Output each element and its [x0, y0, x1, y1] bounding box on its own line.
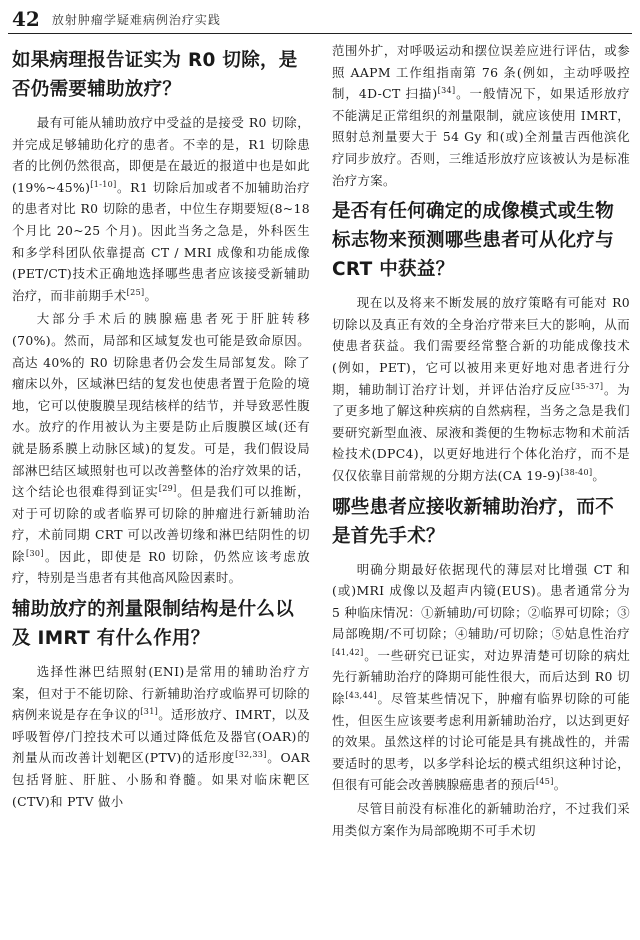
citation: [35-37] — [571, 381, 604, 391]
paragraph-text: 现在以及将来不断发展的放疗策略有可能对 R0 切除以及真正有效的全身治疗带来巨大的影响，从而使患者获益。我们需要经常整合新的功能成像技术(例如，PET)，它可以被用来更好地对患者进行分期，辅助制订治疗计划，并评估治疗反应 — [332, 295, 630, 397]
paragraph-eni — [12, 661, 310, 812]
paragraph-text: 。一些研究已证实，对边界清楚可切除的病灶先行新辅助治疗的降期可能性很大，而后达到 R0 切除 — [332, 647, 630, 707]
paragraph-text: 。 — [553, 777, 567, 793]
citation: [45] — [535, 777, 554, 787]
running-head — [12, 6, 626, 32]
paragraph-text: 。为了更多地了解这种疾病的自然病程，当务之急是我们要研究新型血液、尿液和粪便的生物标志物和术前活检技术(DPC4)，以更好地进行个体化治疗，而不是仅仅依靠目前常规的分期方法(CA 19-9) — [332, 381, 630, 483]
section-heading-neoadjuvant: 哪些患者应接收新辅助治疗，而不是首先手术？ — [332, 496, 615, 547]
citation: [43,44] — [345, 690, 377, 700]
paragraph-text: 最有可能从辅助放疗中受益的是接受 R0 切除，并完成足够辅助化疗的患者。不幸的是，R1 切除患者的比例仍然很高，即便是在最近的报道中也是如此(19%~45%) — [12, 115, 310, 195]
citation: [1-10] — [90, 179, 117, 189]
citation: [31] — [140, 707, 159, 717]
citation: [29] — [158, 483, 177, 493]
book-title: 放射肿瘤学疑难病例治疗实践 — [51, 12, 221, 27]
paragraph-text: 范围外扩，对呼吸运动和摆位误差应进行评估，或参照 AAPM 工作组指南第 76 条(例如，主动呼吸控制，4D-CT 扫描) — [332, 43, 630, 102]
paragraph-text: 。但是我们可以推断，对于可切除的或者临界可切除的肿瘤进行新辅助治疗，术前同期 CRT 可以改善切缘和淋巴结阴性的切除 — [12, 484, 311, 564]
page-number: 42 — [12, 7, 40, 31]
paragraph-text: 。尽管某些情况下，肿瘤有临界切除的可能性，但医生应该要考虑利用新辅助治疗，以达到更好的效果。虽然这样的讨论可能是具有挑战性的，并需要适时的思考，以多学科论坛的模式组织这种讨论，但很有可能会改善胰腺癌患者的预后 — [332, 691, 630, 793]
paragraph-text: 选择性淋巴结照射(ENI)是常用的辅助治疗方案，但对于不能切除、行新辅助治疗或临界可切除的病例来说是存在争议的 — [12, 664, 310, 723]
citation: [41,42] — [332, 647, 364, 657]
paragraph-text: 大部分手术后的胰腺癌患者死于肝脏转移(70%)。然而，局部和区域复发也可能是致命原因。高达 40%的 R0 切除患者仍会发生局部复发。除了瘤床以外，区域淋巴结的复发也使患者置于危险的境地，它可以使腹膜呈现结核样的结节，并导致恶性腹水。放疗的作用被认为主要是防止后腹膜区域(还有就是肠系膜上动脉区域)的复发。可是，我们假设局部淋巴结区域照射也可以改善整体的治疗效果的话，这个结论也很难得到证实 — [12, 311, 310, 500]
paragraph-imrt-continued — [332, 40, 630, 191]
citation: [34] — [437, 86, 456, 96]
citation: [38-40] — [560, 467, 593, 477]
paragraph-recurrence — [12, 308, 310, 589]
citation: [25] — [126, 287, 145, 297]
section-heading-dose-limits: 辅助放疗的剂量限制结构是什么以及 IMRT 有什么作用？ — [12, 599, 295, 650]
paragraph-text: 。因此，即使是 R0 切除，仍然应该考虑放疗，特别是当患者有其他高风险因素时。 — [12, 548, 310, 586]
paragraph-text: 。 — [144, 287, 158, 303]
right-column — [332, 40, 630, 843]
paragraph-text: 。一般情况下，如果适形放疗不能满足正常组织的剂量限制，就应该使用 IMRT，照射总剂量要大于 54 Gy 和(或)全剂量吉西他滨化疗同步放疗。否则，三维适形放疗应该被认为是标准治疗方案。 — [332, 86, 630, 188]
paragraph-r0-benefit — [12, 112, 310, 306]
paragraph-text: 。OAR 包括肾脏、肝脏、小肠和脊髓。如果对临床靶区(CTV)和 PTV 做小 — [12, 750, 310, 809]
section-heading-r0-resection: 如果病理报告证实为 R0 切除，是否仍需要辅助放疗？ — [12, 50, 298, 100]
citation: [30] — [25, 548, 44, 558]
section-heading-biomarkers: 是否有任何确定的成像模式或生物标志物来预测哪些患者可从化疗与 CRT 中获益？ — [332, 201, 615, 281]
paragraph-imaging — [332, 292, 630, 486]
citation: [32,33] — [235, 750, 267, 760]
paragraph-text: 。适形放疗、IMRT，以及呼吸暂停/门控技术可以通过降低危及器官(OAR)的剂量从而改善计划靶区(PTV)的适形度 — [12, 707, 310, 766]
paragraph-neoadjuvant-standard: 尽管目前没有标准化的新辅助治疗，不过我们采用类似方案作为局部晚期不可手术切 — [332, 801, 630, 838]
paragraph-staging — [332, 559, 630, 797]
paragraph-text: 明确分期最好依据现代的薄层对比增强 CT 和(或)MRI 成像以及超声内镜(EUS)。患者通常分为 5 种临床情况：①新辅助/可切除；②临界可切除；③局部晚期/不可切除；④辅助/可切除；⑤姑息性治疗 — [332, 561, 630, 642]
paragraph-text: 。R1 切除后加或者不加辅助治疗的患者对比 R0 切除的患者，中位生存期要短(8~18 个月比 20~25 个月)。因此当务之急是，外科医生和多学科团队依靠提高 CT / MRI 成像和功能成像(PET/CT)技术正确地选择哪些患者应该接受新辅助治疗，而非前期手术 — [12, 179, 310, 303]
left-column — [12, 40, 310, 814]
paragraph-text: 。 — [592, 467, 606, 483]
header-rule — [8, 33, 632, 34]
